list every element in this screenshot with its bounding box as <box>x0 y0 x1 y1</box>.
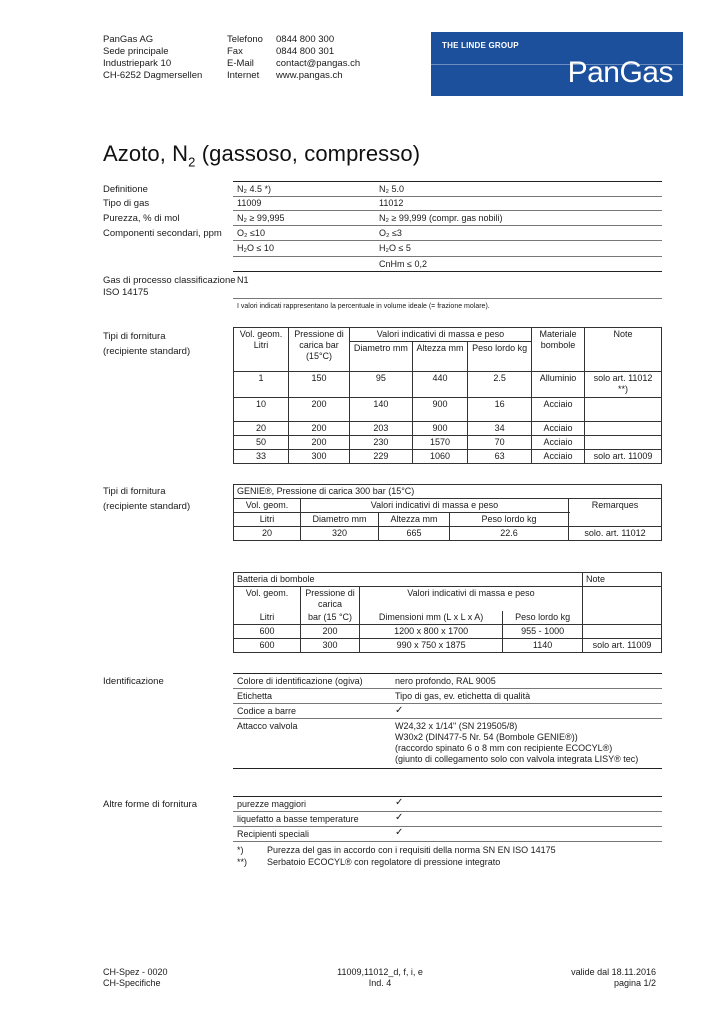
phone-label: Telefono <box>227 34 263 45</box>
footer-text: CH-Spez - 0020 <box>103 967 168 977</box>
cell: 900 <box>412 422 468 436</box>
cell: 16 <box>468 398 532 422</box>
website-link[interactable]: www.pangas.ch <box>276 70 343 81</box>
title-rest: (gassoso, compresso) <box>195 141 421 166</box>
spec-label-purity: Purezza, % di mol <box>103 213 180 224</box>
internet-label: Internet <box>227 70 260 81</box>
cell <box>583 625 662 639</box>
spec-purity-b: N₂ ≥ 99,999 (compr. gas nobili) <box>379 213 503 223</box>
pangas-wordmark: PanGas <box>567 56 673 89</box>
cell: 140 <box>350 398 413 422</box>
cell: 1140 <box>503 639 583 653</box>
cell: Acciaio <box>532 422 585 436</box>
col-press: Pressione di carica bar (15°C) <box>289 328 350 372</box>
table-row <box>234 328 662 342</box>
cell: 95 <box>350 372 413 398</box>
table-row <box>234 625 662 639</box>
phone-value: 0844 800 300 <box>276 34 335 45</box>
battery-caption: Batteria di bombole <box>234 573 583 587</box>
cell: 20 <box>234 422 289 436</box>
valve-line: W24,32 x 1/14" (SN 219505/8) <box>395 721 518 731</box>
spec-top-rule <box>233 181 662 182</box>
col-group: Valori indicativi di massa e peso <box>360 587 583 612</box>
valve-line: (giunto di collegamento solo con valvola integrata LISY® tec) <box>395 754 639 764</box>
cell: solo art. 11009 <box>585 450 662 464</box>
col-group: Valori indicativi di massa e peso <box>350 328 532 342</box>
other-rule <box>233 796 662 797</box>
fax-label: Fax <box>227 46 243 57</box>
cell: 200 <box>301 625 360 639</box>
cell: 34 <box>468 422 532 436</box>
col-material: Materiale bombole <box>532 328 585 372</box>
footer-text: 11009,11012_d, f, i, e <box>337 967 423 977</box>
col-dims: Dimensioni mm (L x L x A) <box>360 611 503 625</box>
identification-label: Identificazione <box>103 676 164 687</box>
id-rule <box>233 703 662 704</box>
cell: 33 <box>234 450 289 464</box>
id-rule <box>233 768 662 769</box>
linde-group-text: THE LINDE GROUP <box>442 41 519 50</box>
cell: 50 <box>234 436 289 450</box>
spec-o2-b: O₂ ≤3 <box>379 228 402 238</box>
table-row <box>234 436 662 450</box>
footer-text: Ind. 4 <box>368 978 392 988</box>
spec-rule <box>233 256 662 257</box>
id-label-key: Etichetta <box>237 691 273 701</box>
spec-note: I valori indicati rappresentano la percentuale in volume ideale (= frazione molare). <box>237 303 490 310</box>
spec-type-b: 11012 <box>379 198 404 208</box>
col-height: Altezza mm <box>412 342 468 372</box>
battery-note-header: Note <box>583 573 662 587</box>
id-label-value: Tipo di gas, ev. etichetta di qualità <box>395 691 531 701</box>
supply1-label: Tipi di fornitura <box>103 331 166 342</box>
cell: 600 <box>234 639 301 653</box>
table-row <box>234 587 662 612</box>
checkmark-icon: ✓ <box>395 827 404 838</box>
table-row <box>234 527 662 541</box>
spec-o2-a: O₂ ≤10 <box>237 228 265 238</box>
cell: 1570 <box>412 436 468 450</box>
cell: 665 <box>379 527 450 541</box>
footnote-mark: **) <box>237 857 248 867</box>
footer-text: CH-Specifiche <box>103 978 161 988</box>
cell: 300 <box>301 639 360 653</box>
spec-rule <box>233 196 662 197</box>
cell: 320 <box>301 527 379 541</box>
table-row <box>234 450 662 464</box>
spec-type-a: 11009 <box>237 198 262 208</box>
col-height: Altezza mm <box>379 513 450 527</box>
col-diam: Diametro mm <box>301 513 379 527</box>
pangas-logo <box>431 32 683 96</box>
cell: 22.6 <box>450 527 569 541</box>
table-row <box>234 499 662 513</box>
checkmark-icon: ✓ <box>395 797 404 808</box>
table-row <box>234 639 662 653</box>
cell: Alluminio <box>532 372 585 398</box>
table-row <box>234 485 662 499</box>
cell: 1200 x 800 x 1700 <box>360 625 503 639</box>
footnote-mark: *) <box>237 845 244 855</box>
footer-left <box>103 967 168 989</box>
id-barcode-key: Codice a barre <box>237 706 297 716</box>
cell: 955 - 1000 <box>503 625 583 639</box>
cell: 1 <box>234 372 289 398</box>
col-diam: Diametro mm <box>350 342 413 372</box>
genie-table <box>233 484 662 541</box>
col-remarks: Remarques <box>569 499 662 527</box>
cell: solo art. 11012 **) <box>585 372 662 398</box>
spec-def-b: N₂ 5.0 <box>379 184 405 194</box>
cell: 300 <box>289 450 350 464</box>
cell: 600 <box>234 625 301 639</box>
title-subscript: 2 <box>188 154 196 170</box>
spec-def-a: N₂ 4.5 *) <box>237 184 272 194</box>
footer-right <box>571 967 656 989</box>
supply2-sublabel: (recipiente standard) <box>103 501 191 512</box>
footnote-text: Purezza del gas in accordo con i requisiti della norma SN EN ISO 14175 <box>267 845 556 855</box>
spec-label-definition: Definitione <box>103 184 148 195</box>
valve-line: (raccordo spinato 6 o 8 mm con recipiente ECOCYL®) <box>395 743 613 753</box>
genie-caption: GENIE®, Pressione di carica 300 bar (15°C) <box>234 485 662 499</box>
page-number: pagina 1/2 <box>613 978 656 988</box>
spec-process-value: N1 <box>237 275 249 285</box>
cell: 63 <box>468 450 532 464</box>
col-weight: Peso lordo kg <box>503 611 583 625</box>
col-note: Note <box>585 328 662 372</box>
cell: Acciaio <box>532 398 585 422</box>
table-row <box>234 573 662 587</box>
title-main: Azoto, N <box>103 141 189 166</box>
other-rule <box>233 826 662 827</box>
spec-purity-a: N₂ ≥ 99,995 <box>237 213 285 223</box>
cell: solo. art. 11012 <box>569 527 662 541</box>
other-rule <box>233 841 662 842</box>
table-row <box>234 372 662 398</box>
cell: solo art. 11009 <box>583 639 662 653</box>
valve-line: W30x2 (DIN477-5 Nr. 54 (Bombole GENIE®)) <box>395 732 578 742</box>
page-title <box>103 141 420 169</box>
cell: 200 <box>289 398 350 422</box>
cell: 200 <box>289 422 350 436</box>
spec-h2o-a: H₂O ≤ 10 <box>237 243 274 253</box>
battery-table <box>233 572 662 653</box>
contact-labels <box>227 34 263 82</box>
spec-label-components: Componenti secondari, ppm <box>103 228 222 239</box>
checkmark-icon: ✓ <box>395 705 404 716</box>
other-forms-label: Altre forme di fornitura <box>103 799 197 810</box>
cell: 900 <box>412 398 468 422</box>
email-label: E-Mail <box>227 58 254 69</box>
supply1-table <box>233 327 662 464</box>
fax-value: 0844 800 301 <box>276 46 335 57</box>
other-rule <box>233 811 662 812</box>
spec-rule <box>233 298 662 299</box>
cell <box>585 422 662 436</box>
cell: 229 <box>350 450 413 464</box>
cell: 20 <box>234 527 301 541</box>
cell: 1060 <box>412 450 468 464</box>
cell: Acciaio <box>532 450 585 464</box>
other-special: Recipienti speciali <box>237 829 310 839</box>
spec-rule <box>233 225 662 226</box>
col-litri: Litri <box>234 513 301 527</box>
cell: 2.5 <box>468 372 532 398</box>
company-city: CH-6252 Dagmersellen <box>103 70 203 81</box>
spec-rule <box>233 271 662 272</box>
id-color-key: Colore di identificazione (ogiva) <box>237 676 363 686</box>
spec-cnhm-b: CnHm ≤ 0,2 <box>379 259 427 269</box>
id-color-value: nero profondo, RAL 9005 <box>395 676 496 686</box>
company-seat: Sede principale <box>103 46 169 57</box>
cell: 70 <box>468 436 532 450</box>
col-vol: Vol. geom. Litri <box>234 328 289 372</box>
table-row <box>234 398 662 422</box>
spec-label-gastype: Tipo di gas <box>103 198 150 209</box>
company-name: PanGas AG <box>103 34 154 45</box>
cell: 150 <box>289 372 350 398</box>
checkmark-icon: ✓ <box>395 812 404 823</box>
col-vol: Vol. geom. <box>234 499 301 513</box>
cell: Acciaio <box>532 436 585 450</box>
cell: 440 <box>412 372 468 398</box>
id-rule <box>233 718 662 719</box>
table-row <box>234 422 662 436</box>
email-link[interactable]: contact@pangas.ch <box>276 58 361 69</box>
spec-rule <box>233 240 662 241</box>
cell: 990 x 750 x 1875 <box>360 639 503 653</box>
spec-h2o-b: H₂O ≤ 5 <box>379 243 411 253</box>
footer-center <box>300 967 460 989</box>
col-litri: Litri <box>234 611 301 625</box>
col-vol: Vol. geom. <box>234 587 301 612</box>
company-address <box>103 34 202 82</box>
spec-label-process: Gas di processo classificazione <box>103 275 236 286</box>
cell: 200 <box>289 436 350 450</box>
spec-label-iso: ISO 14175 <box>103 287 149 298</box>
col-press: Pressione di carica <box>301 587 360 612</box>
col-note <box>583 587 662 625</box>
col-weight: Peso lordo kg <box>468 342 532 372</box>
id-valve-key: Attacco valvola <box>237 721 298 731</box>
cell: 203 <box>350 422 413 436</box>
id-rule <box>233 688 662 689</box>
cell: 230 <box>350 436 413 450</box>
col-group: Valori indicativi di massa e peso <box>301 499 569 513</box>
cell: 10 <box>234 398 289 422</box>
other-liquefied: liquefatto a basse temperature <box>237 814 359 824</box>
supply2-label: Tipi di fornitura <box>103 486 166 497</box>
other-purity: purezze maggiori <box>237 799 307 809</box>
spec-rule <box>233 210 662 211</box>
col-weight: Peso lordo kg <box>450 513 569 527</box>
company-street: Industriepark 10 <box>103 58 172 69</box>
id-rule <box>233 673 662 674</box>
supply1-sublabel: (recipiente standard) <box>103 346 191 357</box>
footer-text: valide dal 18.11.2016 <box>571 967 656 977</box>
col-press-unit: bar (15 °C) <box>301 611 360 625</box>
footnote-text: Serbatoio ECOCYL® con regolatore di pressione integrato <box>267 857 501 867</box>
contact-values <box>276 34 360 82</box>
cell <box>585 436 662 450</box>
cell <box>585 398 662 422</box>
